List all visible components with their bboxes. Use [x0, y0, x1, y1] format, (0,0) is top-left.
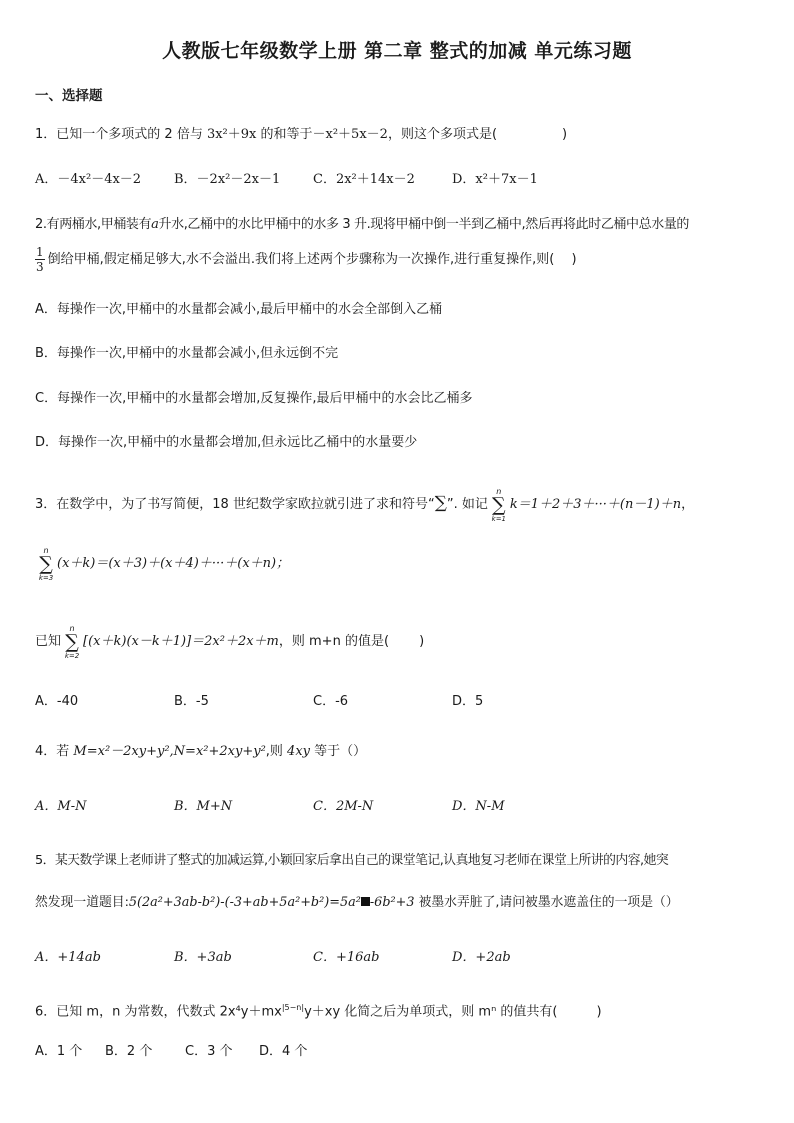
- ink-blot-icon: [361, 897, 370, 906]
- q1-option-a[interactable]: A．－4x²－4x－2: [35, 172, 142, 187]
- q1-number: 1．: [35, 127, 57, 142]
- q2-option-d[interactable]: D．每操作一次,甲桶中的水量都会增加,但永远比乙桶中的水量要少: [35, 435, 418, 450]
- q5-option-d[interactable]: D．+2ab: [452, 950, 511, 965]
- section-heading: 一、选择题: [35, 88, 103, 104]
- question-1: 1．已知一个多项式的 2 倍与 3x²＋9x 的和等于－x²＋5x－2，则这个多项式是( ): [35, 127, 568, 142]
- q5-option-b[interactable]: B．+3ab: [174, 950, 232, 965]
- q6-option-b[interactable]: B．2 个: [105, 1044, 153, 1059]
- q4-option-b[interactable]: B．M+N: [174, 799, 233, 814]
- q4-option-c[interactable]: C．2M-N: [313, 799, 374, 814]
- q1-option-c[interactable]: C．2x²＋14x－2: [313, 172, 415, 187]
- sigma-symbol: ∑: [434, 493, 447, 513]
- q3-option-a[interactable]: A．-40: [35, 694, 79, 709]
- q2-option-b[interactable]: B．每操作一次,甲桶中的水量都会减小,但永远倒不完: [35, 346, 339, 361]
- question-3-line-3: 已知 n ∑ k=2 [(x＋k)(x－k＋1)]＝2x²＋2x＋m，则 m+n 的值是( ): [35, 623, 425, 660]
- q3-option-d[interactable]: D．5: [452, 694, 484, 709]
- question-3-line-2: [35, 545, 289, 583]
- sum-notation-1: n ∑ k=1: [491, 486, 507, 523]
- q1-expr2: －x²＋5x－2: [312, 127, 388, 142]
- q1-option-d[interactable]: D．x²＋7x－1: [452, 172, 538, 187]
- q2-option-a[interactable]: A．每操作一次,甲桶中的水量都会减小,最后甲桶中的水会全部倒入乙桶: [35, 302, 443, 317]
- q3-option-c[interactable]: C．-6: [313, 694, 349, 709]
- q3-expr2: (x＋k)＝(x＋3)＋(x＋4)＋···＋(x＋n)；: [57, 556, 290, 571]
- question-2-line-2: $\frac{1}{3}$ 倒给甲桶,假定桶足够大,水不会溢出.我们将上述两个步骤称为一次操作,进行重复操作,则( ): [36, 245, 577, 274]
- question-6: 6．已知 m，n 为常数，代数式 $2x^4y+mx^{|5-n|}y+xy$ 化简之后为单项式，则 mⁿ 的值共有( ): [35, 1003, 602, 1020]
- q4-option-a[interactable]: A．M-N: [35, 799, 87, 814]
- q4-expr2: 4xy: [287, 744, 310, 759]
- q2-option-c[interactable]: C．每操作一次,甲桶中的水量都会增加,反复操作,最后甲桶中的水会比乙桶多: [35, 391, 473, 406]
- q6-exponent: |5−n|: [281, 1003, 305, 1012]
- question-4: 4．若 M=x²－2xy+y²,N=x²+2xy+y²,则 4xy 等于（）: [35, 744, 367, 759]
- q5-option-c[interactable]: C．+16ab: [313, 950, 380, 965]
- q6-option-a[interactable]: A．1 个: [35, 1044, 83, 1059]
- one-third-fraction: $\frac{1}{3}$: [36, 245, 44, 274]
- q4-option-d[interactable]: D．N-M: [452, 799, 505, 814]
- question-3-line-1: 3．在数学中，为了书写简便，18 世纪数学家欧拉就引进了求和符号“∑”. 如记 n ∑ k=1 k＝1＋2＋3＋···＋(n－1)＋n，: [35, 486, 695, 523]
- sum-notation-2: n ∑ k=3: [38, 545, 54, 582]
- question-5-line-1: 5．某天数学课上老师讲了整式的加减运算,小颖回家后拿出自己的课堂笔记,认真地复习老师在课堂上所讲的内容,她突: [35, 853, 669, 868]
- q1-option-b[interactable]: B．－2x²－2x－1: [174, 172, 281, 187]
- q3-expr3: [(x＋k)(x－k＋1)]＝2x²＋2x＋m: [83, 634, 279, 649]
- q4-expr1: M=x²－2xy+y²,N=x²+2xy+y²: [73, 744, 266, 759]
- q5-expr-b: -6b²+3: [369, 895, 415, 910]
- question-5-line-2: 然发现一道题目:5(2a²+3ab-b²)-(-3+ab+5a²+b²)=5a² -6b²+3 被墨水弄脏了,请问被墨水遮盖住的一项是（）: [35, 895, 679, 910]
- page-title: 人教版七年级数学上册 第二章 整式的加减 单元练习题: [162, 40, 632, 62]
- q3-option-b[interactable]: B．-5: [174, 694, 209, 709]
- question-2-line-1: 2.有两桶水,甲桶装有a升水,乙桶中的水比甲桶中的水多 3 升.现将甲桶中倒一半到乙桶中,然后再将此时乙桶中总水量的: [35, 217, 690, 232]
- q3-expr1: k＝1＋2＋3＋···＋(n－1)＋n: [509, 497, 682, 512]
- q6-option-d[interactable]: D．4 个: [259, 1044, 308, 1059]
- q5-expr-a: 5(2a²+3ab-b²)-(-3+ab+5a²+b²)=5a²: [128, 895, 361, 910]
- sum-notation-3: n ∑ k=2: [64, 623, 80, 660]
- q5-option-a[interactable]: A．+14ab: [35, 950, 101, 965]
- q6-option-c[interactable]: C．3 个: [185, 1044, 233, 1059]
- q1-expr1: 3x²＋9x: [206, 127, 257, 142]
